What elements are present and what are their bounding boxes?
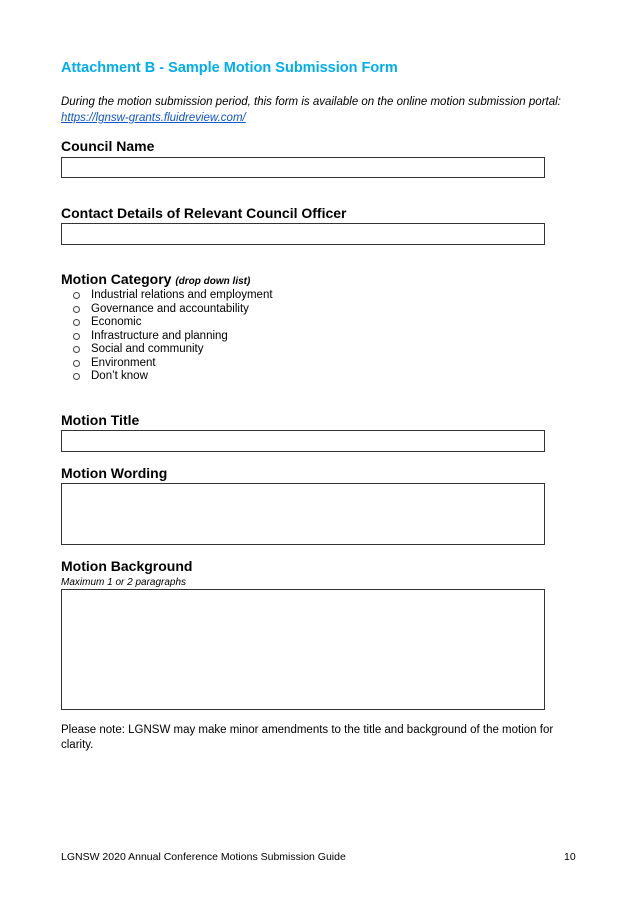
- category-option-label: Environment: [91, 356, 156, 369]
- page-number: 10: [564, 851, 576, 863]
- category-option[interactable]: [73, 289, 273, 303]
- category-option-label: Governance and accountability: [91, 302, 249, 315]
- motion-category-note: (drop down list): [175, 276, 251, 287]
- motion-category-label: Motion Category: [61, 271, 172, 287]
- council-name-field[interactable]: [61, 157, 545, 178]
- council-name-heading: Council Name: [61, 138, 155, 154]
- radio-icon: [73, 360, 80, 367]
- amendment-note: Please note: LGNSW may make minor amendments to the title and background of the motion for clarity.: [61, 724, 554, 751]
- motion-category-options: [73, 289, 273, 384]
- category-option-label: Social and community: [91, 343, 204, 355]
- radio-icon: [73, 333, 80, 340]
- motion-wording-heading: Motion Wording: [61, 465, 168, 481]
- category-option-label: Don’t know: [91, 370, 148, 382]
- radio-icon: [73, 373, 80, 380]
- motion-title-field[interactable]: [61, 430, 545, 452]
- intro-paragraph: [61, 94, 581, 126]
- category-option[interactable]: [73, 343, 273, 357]
- radio-icon: [73, 306, 80, 313]
- motion-category-heading: [61, 271, 250, 287]
- category-option[interactable]: [73, 303, 273, 317]
- contact-details-field[interactable]: [61, 223, 545, 245]
- page-title: Attachment B - Sample Motion Submission Form: [61, 60, 398, 76]
- radio-icon: [73, 319, 80, 326]
- portal-link[interactable]: https://lgnsw-grants.fluidreview.com/: [61, 112, 246, 124]
- motion-background-hint: Maximum 1 or 2 paragraphs: [61, 577, 187, 588]
- category-option[interactable]: [73, 370, 273, 384]
- motion-title-heading: Motion Title: [61, 412, 140, 428]
- motion-wording-field[interactable]: [61, 483, 545, 545]
- intro-text: During the motion submission period, this form is available on the online motion submission portal:: [61, 96, 561, 108]
- radio-icon: [73, 346, 80, 353]
- category-option[interactable]: [73, 330, 273, 344]
- motion-background-field[interactable]: [61, 589, 545, 710]
- motion-background-heading: Motion Background: [61, 558, 193, 574]
- category-option-label: Industrial relations and employment: [91, 289, 273, 301]
- category-option[interactable]: [73, 316, 273, 330]
- contact-details-heading: Contact Details of Relevant Council Officer: [61, 205, 347, 221]
- category-option-label: Economic: [91, 316, 142, 328]
- category-option[interactable]: [73, 357, 273, 371]
- footer-text: LGNSW 2020 Annual Conference Motions Submission Guide: [61, 851, 346, 863]
- radio-icon: [73, 292, 80, 299]
- category-option-label: Infrastructure and planning: [91, 329, 228, 342]
